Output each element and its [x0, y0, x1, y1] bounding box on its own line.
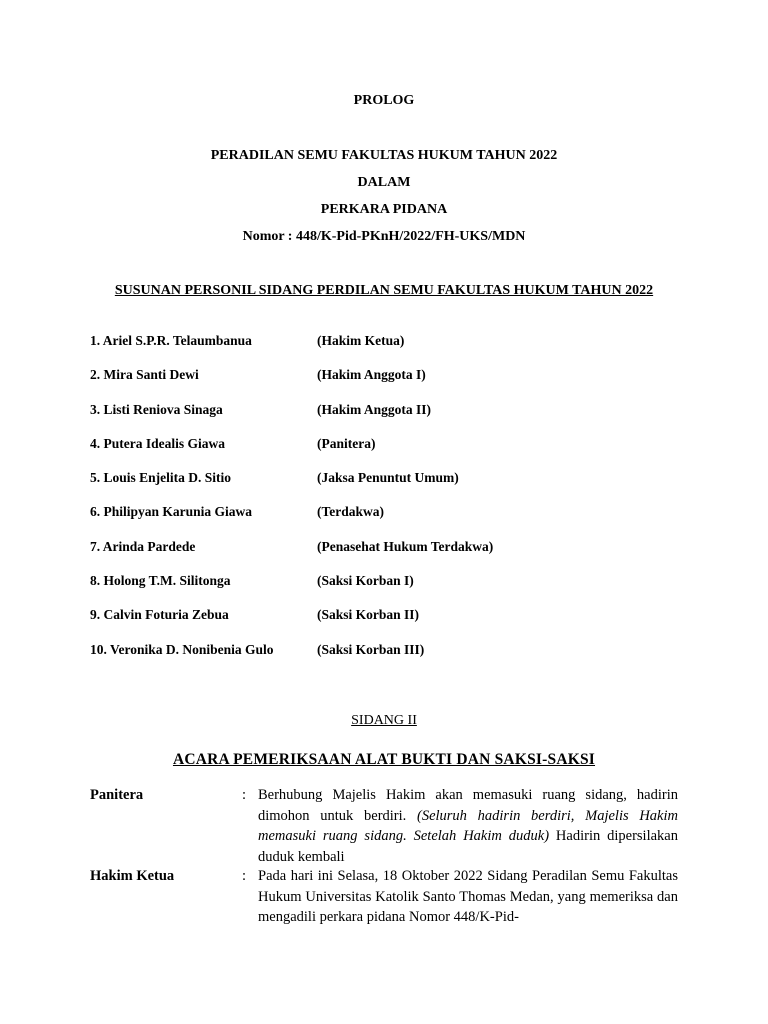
personnel-heading: SUSUNAN PERSONIL SIDANG PERDILAN SEMU FAKULTAS HUKUM TAHUN 2022 — [114, 283, 654, 298]
personnel-name: 9. Calvin Foturia Zebua — [90, 607, 229, 623]
personnel-role: (Terdakwa) — [317, 504, 385, 520]
personnel-name: 8. Holong T.M. Silitonga — [90, 573, 231, 589]
title-line-3: PERKARA PIDANA — [320, 202, 448, 217]
personnel-role: (Hakim Anggota I) — [317, 367, 426, 383]
speaker-name: Panitera — [90, 787, 144, 803]
stage-direction: (Seluruh hadirin berdiri, Majelis Hakim memasuki ruang sidang. Setelah Hakim duduk) — [258, 807, 678, 844]
personnel-role: (Saksi Korban II) — [317, 607, 420, 623]
personnel-name: 10. Veronika D. Nonibenia Gulo — [90, 641, 274, 657]
personnel-role: (Jaksa Penuntut Umum) — [317, 470, 459, 486]
session-title: ACARA PEMERIKSAAN ALAT BUKTI DAN SAKSI-SAKSI — [172, 751, 596, 768]
personnel-name: 7. Arinda Pardede — [90, 538, 196, 554]
personnel-role: (Hakim Anggota II) — [317, 401, 432, 417]
title-line-1: PERADILAN SEMU FAKULTAS HUKUM TAHUN 2022 — [210, 148, 558, 163]
personnel-role: (Saksi Korban I) — [317, 573, 414, 589]
list-item — [90, 470, 690, 504]
list-item — [90, 607, 690, 641]
list-item — [90, 367, 690, 401]
title-line-2: DALAM — [357, 175, 411, 190]
personnel-name: 5. Louis Enjelita D. Sitio — [90, 470, 232, 486]
speaker-name: Hakim Ketua — [90, 868, 175, 884]
speech-colon: : — [242, 787, 247, 803]
list-item — [90, 539, 690, 573]
speech-text-part: Pada hari ini Selasa, 18 Oktober 2022 Sidang Peradilan Semu Fakultas Hukum Universitas Katolik Santo Thomas Medan, yang memeriksa dan mengadili perkara pidana Nomor 448/K-Pid- — [258, 868, 678, 925]
speech-block — [242, 866, 678, 928]
session-label: SIDANG II — [351, 713, 417, 728]
personnel-name: 1. Ariel S.P.R. Telaumbanua — [90, 333, 252, 348]
personnel-role: (Hakim Ketua) — [317, 333, 405, 348]
speech-text-part: Hadirin dipersilakan duduk kembali — [258, 828, 678, 865]
case-number: Nomor : 448/K-Pid-PKnH/2022/FH-UKS/MDN — [242, 229, 526, 244]
list-item — [90, 402, 690, 436]
speech-text — [250, 866, 678, 928]
list-item — [90, 436, 690, 470]
personnel-role: (Saksi Korban III) — [317, 641, 425, 657]
personnel-role: (Penasehat Hukum Terdakwa) — [317, 538, 494, 554]
personnel-name: 4. Putera Idealis Giawa — [90, 435, 225, 451]
list-item — [90, 573, 690, 607]
list-item — [90, 642, 690, 676]
list-item — [90, 504, 690, 538]
personnel-list — [90, 333, 690, 676]
prolog-heading: PROLOG — [353, 93, 415, 108]
personnel-name: 6. Philipyan Karunia Giawa — [90, 504, 253, 520]
speech-text — [250, 785, 678, 867]
speech-block — [242, 785, 678, 867]
speech-text-part: Berhubung Majelis Hakim akan memasuki ruang sidang, hadirin dimohon untuk berdiri. — [258, 787, 678, 824]
list-item — [90, 333, 690, 367]
personnel-name: 3. Listi Reniova Sinaga — [90, 401, 223, 417]
personnel-role: (Panitera) — [317, 435, 376, 451]
personnel-name: 2. Mira Santi Dewi — [90, 367, 199, 383]
speech-colon: : — [242, 868, 247, 884]
